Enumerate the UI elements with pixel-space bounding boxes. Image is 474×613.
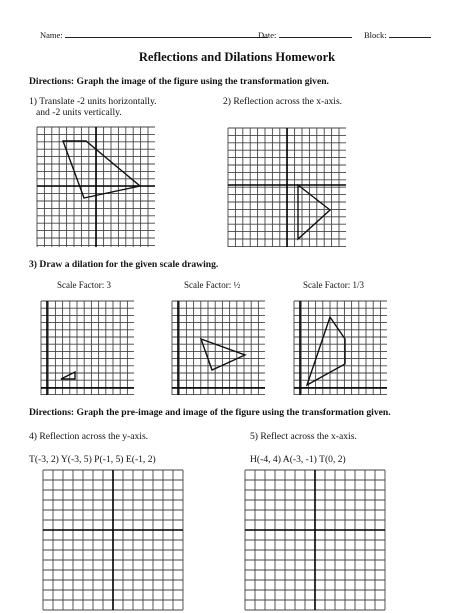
grid-lines [41, 301, 134, 395]
date-field[interactable] [258, 29, 352, 40]
scale-factor-third: Scale Factor: 1/3 [303, 280, 364, 290]
graph-dilation-scale-3 [41, 301, 134, 395]
graph-dilation-scale-third [294, 301, 387, 395]
problem-5-text: 5) Reflect across the x-axis. [250, 431, 357, 442]
problem-4-points: T(-3, 2) Y(-3, 5) P(-1, 5) E(-1, 2) [29, 454, 156, 465]
name-field[interactable] [40, 29, 268, 40]
block-field[interactable] [364, 29, 431, 40]
graph-problem-1 [37, 127, 155, 247]
problem-4-text: 4) Reflection across the y-axis. [29, 431, 149, 442]
problem-3-text [29, 259, 218, 270]
graph-dilation-scale-half [172, 301, 265, 395]
graph-problem-5[interactable] [245, 470, 385, 610]
problem-1-text: 1) Translate -2 units horizontally. [29, 96, 157, 107]
graph-problem-2 [228, 128, 346, 247]
problem-2-text: 2) Reflection across the x-axis. [223, 96, 343, 107]
block-blank-line[interactable] [389, 29, 431, 38]
name-blank-line[interactable] [65, 29, 268, 38]
problem-1-text-line2: and -2 units vertically. [36, 107, 122, 118]
directions-preimage-and-image: Directions: Graph the pre-image and image of the figure using the transformation given. [29, 407, 391, 418]
problem-3-label: 3) Draw a dilation for the given scale drawing. [29, 259, 219, 270]
name-label: Name: [40, 30, 63, 40]
block-label: Block: [364, 30, 387, 40]
triangle-preimage [298, 185, 330, 239]
directions-graph-image: Directions: Graph the image of the figure using the transformation given. [29, 76, 329, 87]
grid-lines [172, 301, 265, 395]
graph-problem-4[interactable] [43, 470, 183, 610]
date-label: Date: [258, 30, 277, 40]
scale-factor-half: Scale Factor: ½ [184, 280, 241, 290]
scale-factor-3: Scale Factor: 3 [57, 280, 111, 290]
date-blank-line[interactable] [279, 29, 352, 38]
problem-5-points: H(-4, 4) A(-3, -1) T(0, 2) [250, 454, 346, 465]
page-title: Reflections and Dilations Homework [138, 50, 336, 64]
